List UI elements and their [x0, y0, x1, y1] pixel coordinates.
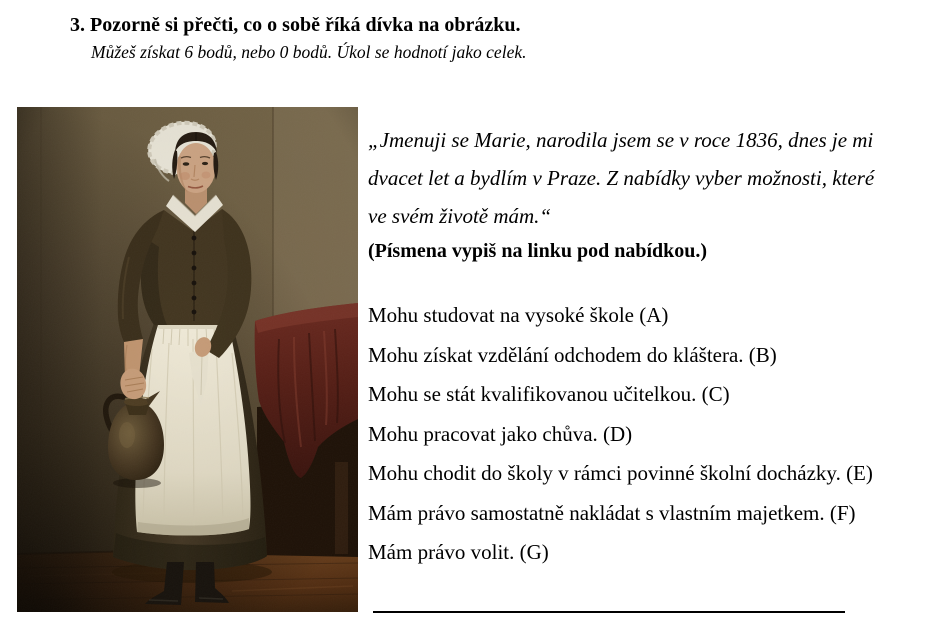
- options-list: [368, 296, 938, 573]
- option-item-d: Mohu pracovat jako chůva. (D): [368, 421, 633, 446]
- quote-line-1: „Jmenuji se Marie, narodila jsem se v roce 1836, dnes je mi: [368, 128, 874, 152]
- answer-blank-line: [373, 592, 845, 613]
- painting-canvas: [17, 107, 358, 612]
- option-item-e: Mohu chodit do školy v rámci povinné školní docházky. (E): [368, 461, 873, 485]
- quote-line-2: dvacet let a bydlím v Praze. Z nabídky vyber možnosti, které: [368, 166, 875, 190]
- dialogue-quote: [368, 121, 928, 235]
- instruction-note: (Písmena vypiš na linku pod nabídkou.): [368, 240, 708, 262]
- option-item-g: Mám právo volit. (G): [368, 540, 549, 564]
- option-item-a: Mohu studovat na vysoké škole (A): [368, 303, 669, 327]
- quote-line-3: ve svém životě mám.“: [368, 204, 552, 228]
- option-item-c: Mohu se stát kvalifikovanou učitelkou. (C): [368, 382, 730, 406]
- option-item-f: Mám právo samostatně nakládat s vlastním majetkem. (F): [368, 500, 856, 525]
- task-points-note: Můžeš získat 6 bodů, nebo 0 bodů. Úkol se hodnotí jako celek.: [91, 42, 527, 62]
- painting-girl-with-jug: [17, 107, 358, 612]
- task-number-title: 3. Pozorně si přečti, co o sobě říká dívka na obrázku.: [70, 14, 521, 36]
- vignette: [17, 107, 358, 612]
- option-item-b: Mohu získat vzdělání odchodem do kláštera. (B): [368, 342, 777, 367]
